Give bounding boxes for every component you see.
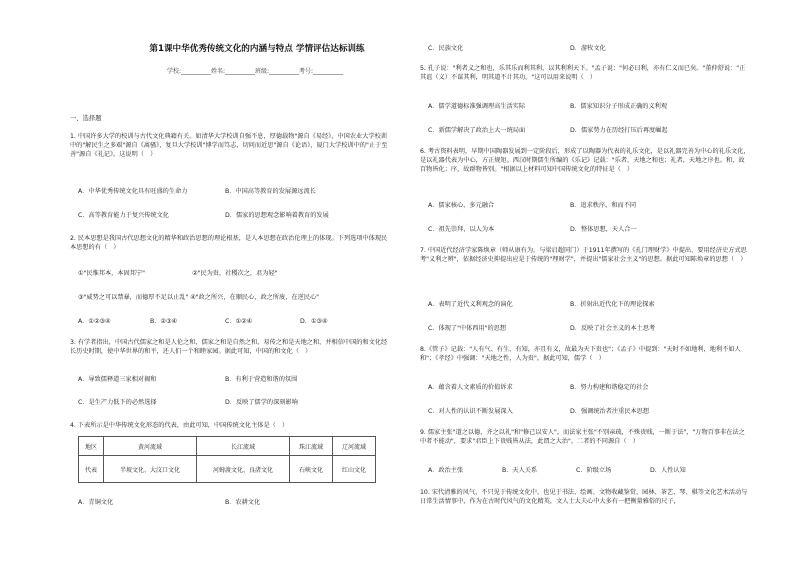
q4-option-d: D．游牧文化: [570, 45, 606, 52]
question-6-text: 6. 考古资料表明，早期中国陶器发展到一定阶段后，形成了以陶器为代表的礼乐文化，是以礼器完善为中心的礼乐文化，是以礼器代表为中心，方正规矩。西汉时期儒生所编的《乐记》记载："乐者，天地之和也；礼者，天地之序也。和，故百物皆化；序，故群物皆别。"根据以上材料可知中国传统文化的特征是（ ）: [420, 148, 750, 173]
q8-option-d: D．强调统治者注重民本思想: [570, 408, 650, 415]
q5-option-c: C．新儒学解决了政治上大一统局面: [428, 127, 526, 134]
question-9-text: 9. 儒家主张"道之以德，齐之以礼"和"修己以安人"，而法家主张"不别亲疏，不殊贵贱，一断于法"，"万物百事非在法之中者不能动"，要求"君臣上下贵贱皆从法，此谓之大治"。二者的不同源自（ ）: [420, 429, 745, 445]
q1-option-a: A．中华优秀传统文化具有旺盛的生命力: [78, 188, 188, 195]
q7-option-d: D．反映了社会主义的本土思考: [570, 325, 656, 332]
page-title: 第1课中华优秀传统文化的内涵与特点 学情评估达标训练: [149, 44, 365, 54]
q9-option-a: A．政治主张: [428, 467, 464, 474]
q5-option-b: B．儒家知识分子形成正确的义利观: [570, 103, 668, 110]
q6-option-d: D．整体思想，天人合一: [570, 226, 637, 233]
q8-option-c: C．对人性的认识不断发展深入: [428, 408, 513, 415]
q3-option-b: B．有利于营造和谐的氛围: [225, 376, 298, 383]
q2-option-b: B．②③④: [150, 318, 178, 325]
q8-option-a: A．蕴含着人文素质的价值诉求: [428, 384, 513, 391]
question-4-text: 4. 下表所示是中华传统文化形态的代表，由此可知，中国传统文化主体是（ ）: [70, 422, 289, 429]
table-row: [79, 437, 376, 456]
q4-option-a: A．青铜文化: [78, 499, 114, 506]
question-8-text: 8.《管子》记载："人有气、有生、有知，亦且有义，故最为天下贵也"；《孟子》中提到："天时不如地利，地利不如人和"；《孝经》中强调："天地之性，人为贵"。据此可知，儒学（ ）: [420, 346, 741, 362]
q6-option-c: C．祖先崇拜，以人为本: [428, 226, 495, 233]
q5-option-d: D．儒家势力在历经打压后再度崛起: [570, 127, 668, 134]
table-row: [79, 456, 376, 483]
q1-option-c: C．高等教育能力于复兴传统文化: [78, 212, 169, 219]
q4-option-c: C．民族文化: [428, 45, 464, 52]
q2-option-c: C．①②④: [225, 318, 253, 325]
q7-option-b: B．折射出近代化下的理论探索: [570, 301, 655, 308]
question-3-text: 3. 有学者指出，中国古代儒家之和是人伦之和，儒家之和是自然之和，易传之和是天地之和，并相信中国的和文化经长历史时期，使中华世界的和平，还人们一个和睦家园。据此可知，中国的和文化（ ）: [70, 339, 388, 355]
q5-option-a: A．儒学道德标准强调理高生活实际: [428, 103, 526, 110]
q9-option-c: C．阶级立场: [576, 467, 612, 474]
q1-option-b: B．中国高等教育的发展源远流长: [225, 188, 316, 195]
table-cell: 辽河流域: [332, 437, 375, 456]
q2-option-d: D．①③④: [300, 318, 328, 325]
q3-option-c: C．是生产力低下的必然选择: [78, 399, 157, 406]
question-10-text: 10. 宋代清雅的风气，不只见于传统文化中，也见于书法、绘画、文物收藏鉴赏、园林、茶艺、琴、棋等文化艺术活动与日常生活情事中，作为在古时代风气的文化精英，文人士大夫心中大多有一把衡量雅俗的尺子，: [420, 489, 748, 505]
q8-option-b: B．努力构建和谐稳定的社会: [570, 384, 649, 391]
q7-option-a: A．表明了近代义利观念的演化: [428, 301, 513, 308]
q2-statement-2: ②"民为贵，社稷次之，君为轻": [192, 270, 278, 277]
question-1-text: 1. 中国许多大学的校训与古代文化典籍有关。如清华大学校训自强不息，厚德载物"源自《易经》，中国农业大学校训中的"解民生之多艰"源自《离骚》，复旦大学校训"博学而笃志，切问而近思"源自《论语》，厦门大学校训中的"止于至善"源自《礼记》。这说明（ ）: [70, 133, 388, 158]
q2-statement-1: ①"民惟邦本，本固邦宁": [78, 270, 145, 277]
table-cell: 红山文化: [332, 456, 375, 483]
q6-option-b: B．追求秩序，和而不同: [570, 202, 637, 209]
table-cell: 黄河流域: [104, 437, 197, 456]
regions-table: [78, 436, 376, 483]
q3-option-a: A．导致儒释道三家相对揭和: [78, 376, 157, 383]
question-7-text: 7. 中国近代经济学家陈焕章（师从康有为，与梁启超同门）于1911年撰写的《孔门理财学》中提出，要用经济史方式思考"义利之辨"，依据经济史抑提出应是于传统的"理财学"，并提出"儒家社会主义"的思想。据此可知陈焕章的思想（ ）: [420, 247, 747, 263]
table-cell: 代表: [79, 456, 104, 483]
table-cell: 石峡文化: [289, 456, 332, 483]
table-cell: 半坡文化、大汶口文化: [104, 456, 197, 483]
q9-option-d: D．人性认知: [650, 467, 686, 474]
q7-option-c: C．体现了"中体西用"的思想: [428, 325, 507, 332]
table-cell: 长江流域: [196, 437, 289, 456]
q3-option-d: D．反映了儒学的深刻影响: [225, 399, 298, 406]
table-cell: 地区: [79, 437, 104, 456]
section-heading: 一、选择题: [70, 115, 102, 122]
q4-option-b: B．农耕文化: [225, 499, 261, 506]
q2-statement-3-4: ③"威势之可以禁暴，而德厚不足以止乱" ④"政之所兴，在顺民心，政之所废，在逆民心": [78, 294, 320, 301]
student-info-line: 学校:__________姓名:__________班级:__________考号:__________: [166, 68, 344, 75]
question-2-text: 2. 民本思想是我国古代思想文化的精华和政治思想的理论根基，是人本思想在政治伦理上的体现。下列选项中体现民本思想的有（ ）: [70, 235, 388, 251]
q2-option-a: A．①②③④: [78, 318, 111, 325]
q6-option-a: A．儒家核心，多元融合: [428, 202, 495, 209]
table-cell: 河姆渡文化、良渚文化: [196, 456, 289, 483]
q1-option-d: D．儒家的思想观念影响着教育的发展: [225, 212, 329, 219]
table-cell: 珠江流域: [289, 437, 332, 456]
q9-option-b: B．天人关系: [502, 467, 538, 474]
question-5-text: 5. 孔子说："利者义之和也，乐其乐而利其利，以其利利天下。"孟子说："何必曰利，亦有仁义而已矣。"董仲舒说："正其谊（义）不谋其利，明其道不计其功。"这可以用来说明（ ）: [420, 65, 746, 81]
